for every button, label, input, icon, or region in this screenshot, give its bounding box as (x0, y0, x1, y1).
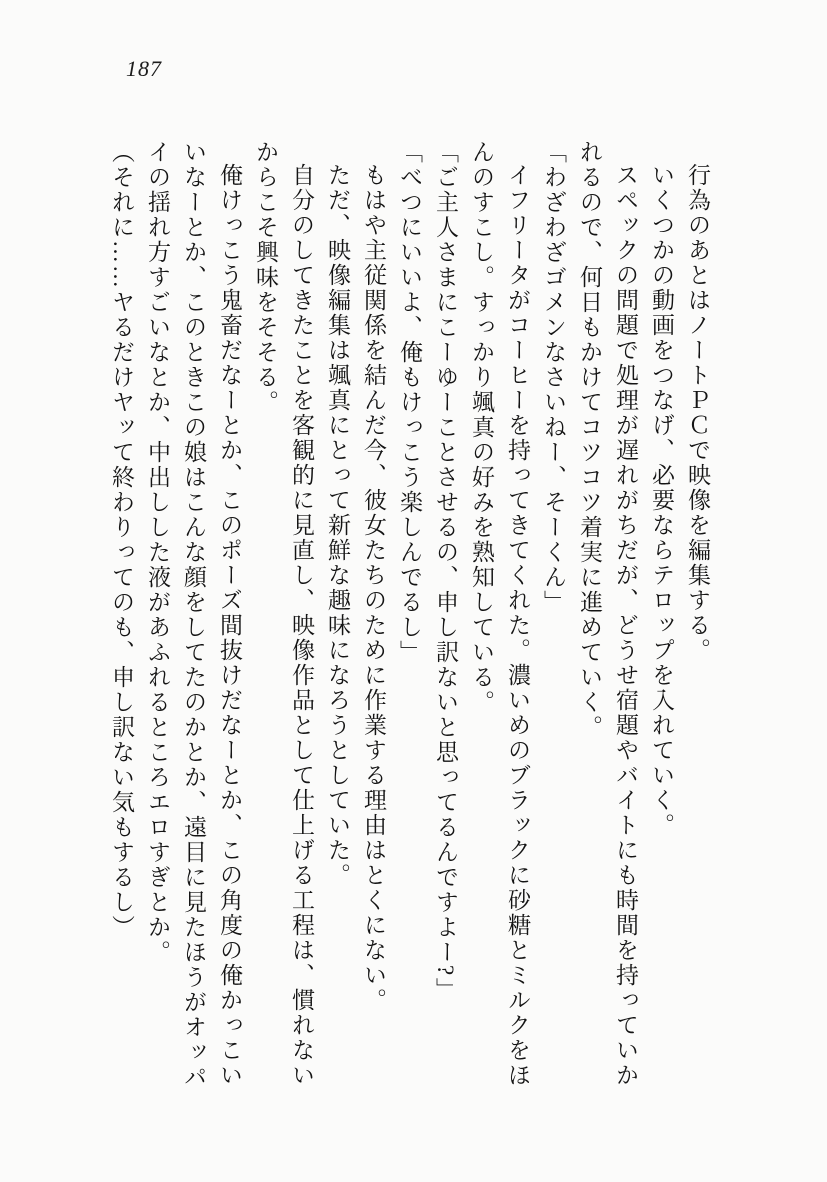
vertical-text-block (103, 140, 715, 1090)
paragraph: 自分のしてきたことを客観的に見直し、映像作品として仕上げる工程は、慣れないからこそ興味をそそる。 (253, 140, 314, 1088)
paragraph: スペックの問題で処理が遅れがちだが、どうせ宿題やバイトにも時間を持っていかれるので、何日もかけてコツコツ着実に進めていく。 (577, 140, 638, 1088)
paragraph-dialogue: 「べつにいいよ、俺もけっこう楽しんでるし」 (397, 140, 422, 665)
paragraph: いくつかの動画をつなげ、必要ならテロップを入れていく。 (649, 163, 674, 838)
paragraph: ただ、映像編集は颯真にとって新鮮な趣味になろうとしていた。 (325, 163, 350, 888)
paragraph: もはや主従関係を結んだ今、彼女たちのために作業する理由はとくにない。 (361, 163, 386, 1013)
paragraph-inner-thought: （それに……ヤるだけヤッて終わりってのも、申し訳ない気もするし） (109, 140, 134, 940)
paragraph-dialogue: 「ご主人さまにこーゆーことさせるの、申し訳ないと思ってるんですよー?」 (433, 140, 458, 1003)
paragraph: 俺けっこう鬼畜だなーとか、このポーズ間抜けだなーとか、この角度の俺かっこいいなーとか、このときこの娘はこんな顔をしてたのかとか、遠目に見たほうがオッパイの揺れ方すごいなとか、中出しした液があふれるところエロすぎとか。 (145, 140, 242, 1090)
page-number: 187 (126, 56, 162, 81)
paragraph-dialogue: 「わざわざゴメンなさいねー、そーくん」 (541, 140, 566, 615)
paragraph: イフリータがコーヒーを持ってきてくれた。濃いめのブラックに砂糖とミルクをほんのすこし。すっかり颯真の好みを熟知している。 (469, 140, 530, 1088)
paragraph: 行為のあとはノートＰＣで映像を編集する。 (685, 163, 710, 663)
